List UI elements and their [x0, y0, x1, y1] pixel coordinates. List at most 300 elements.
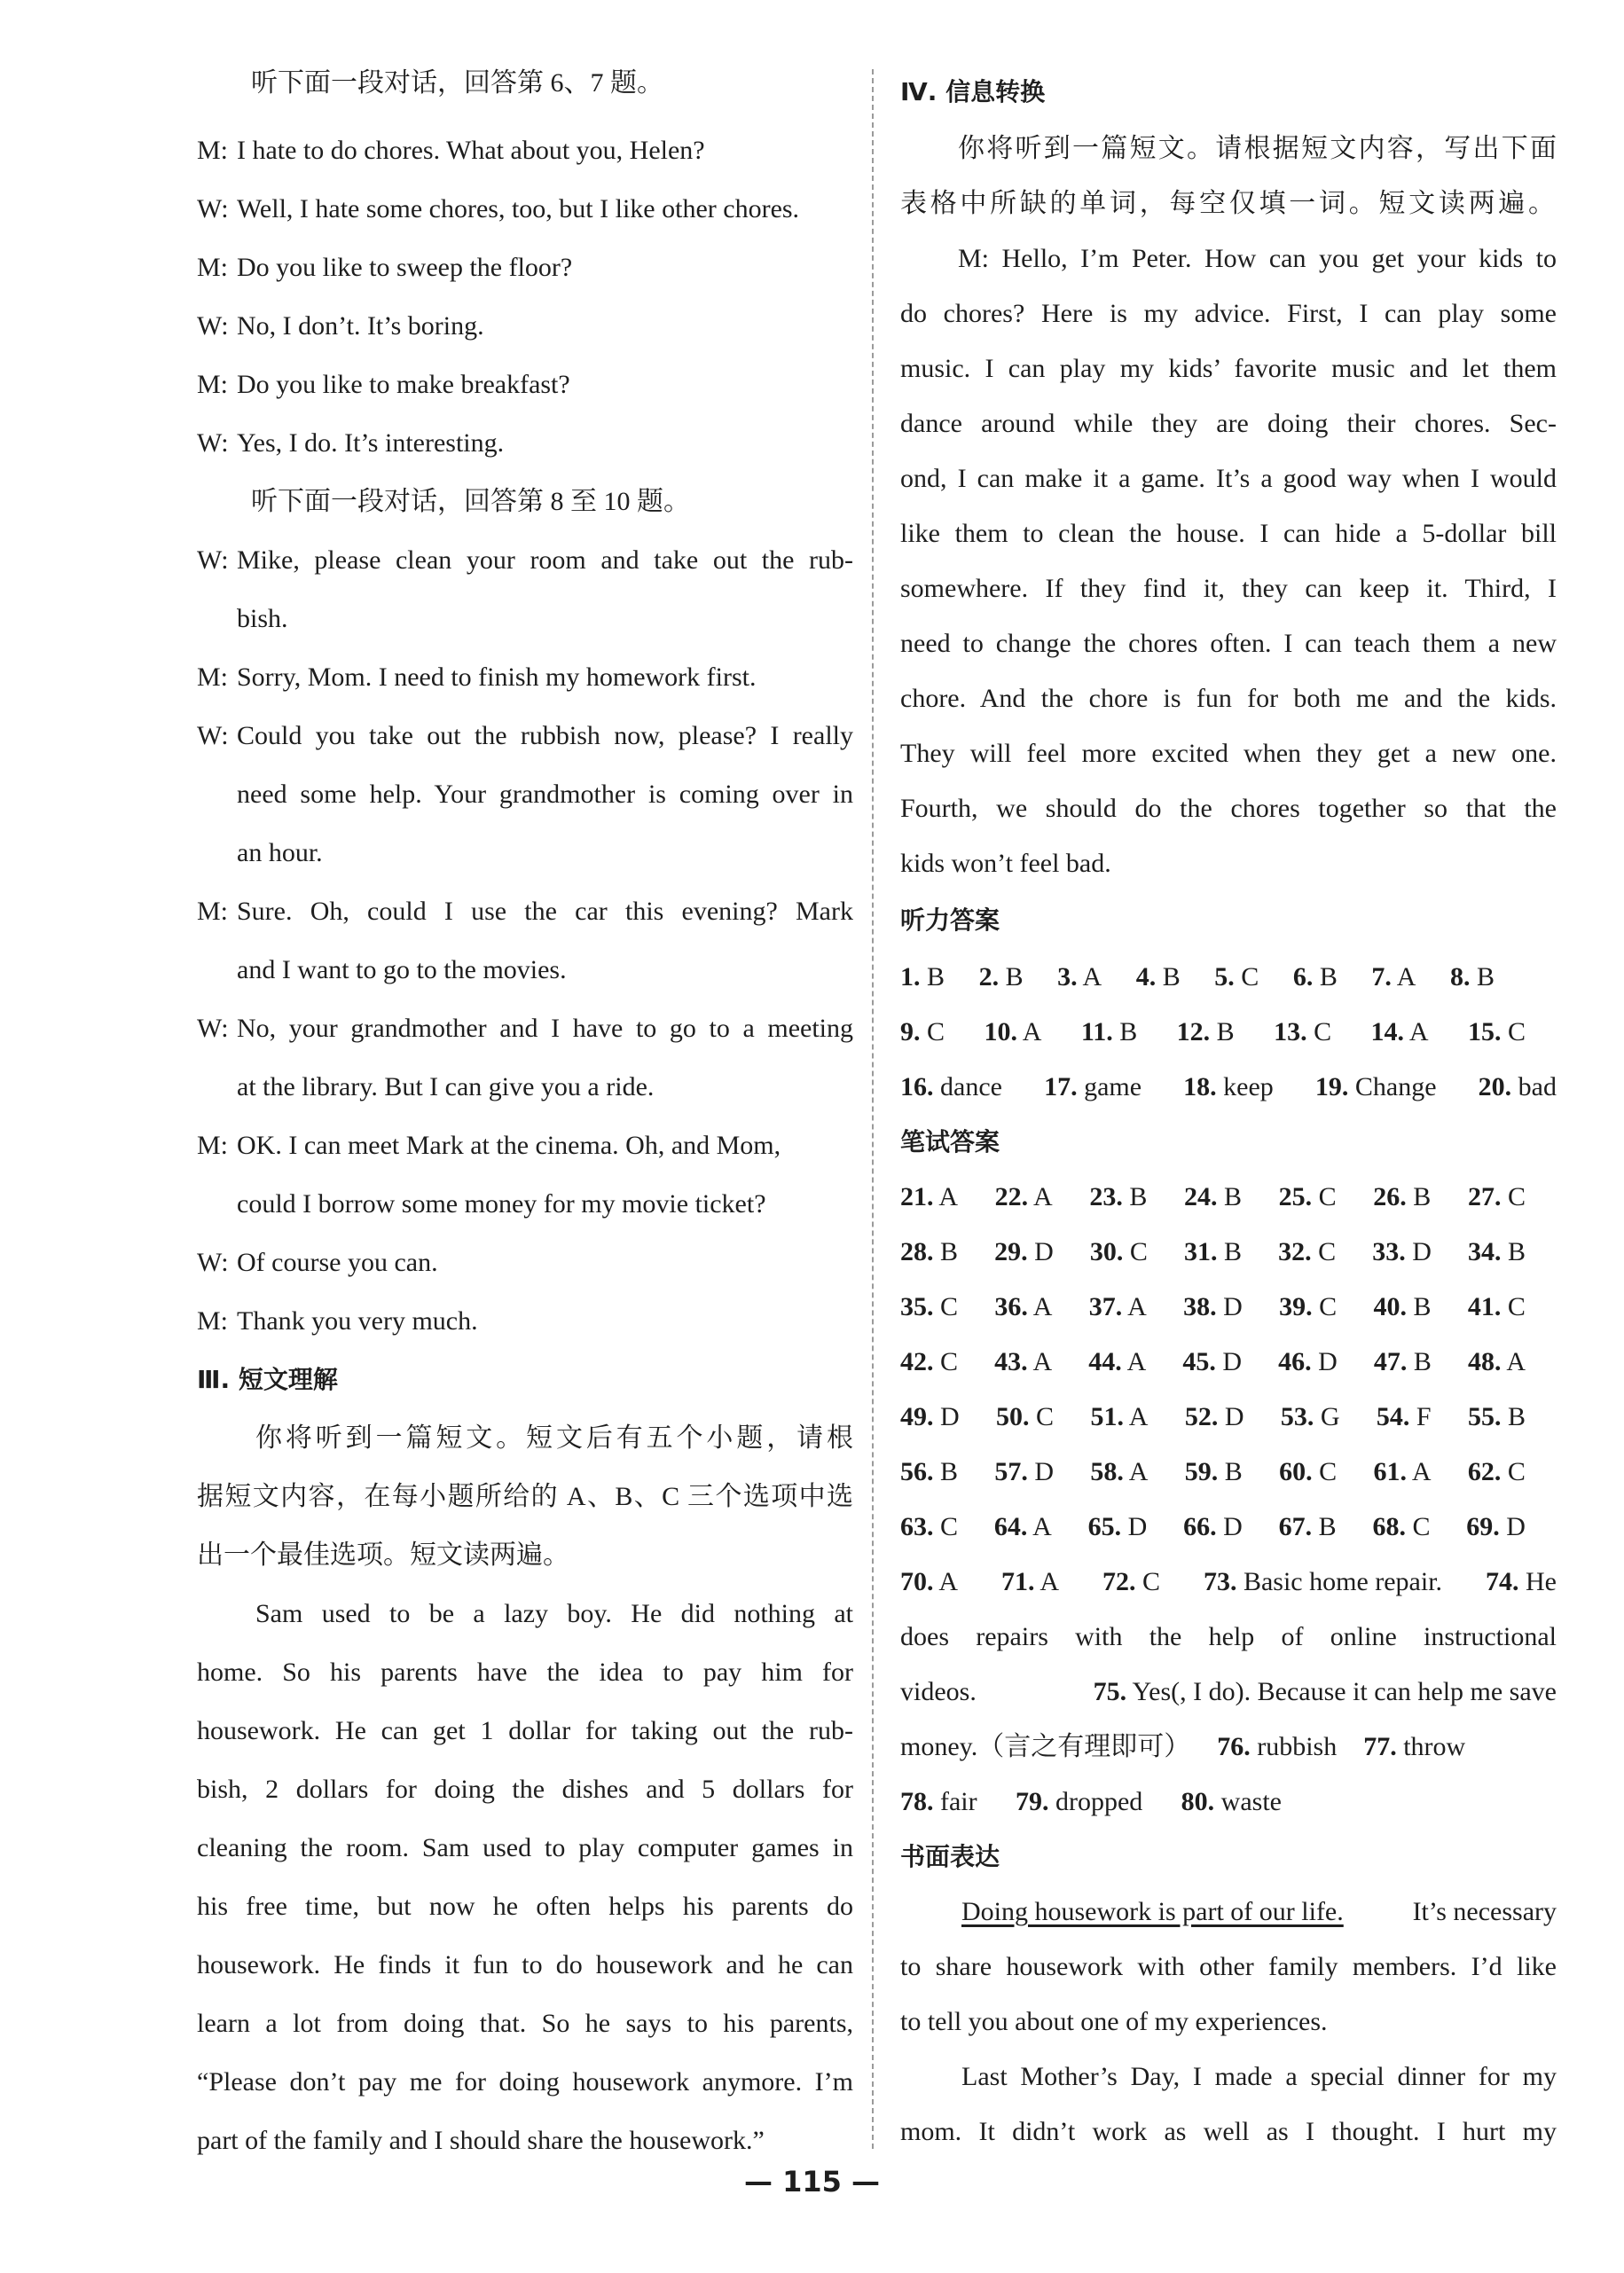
answer-item [900, 1234, 958, 1270]
answer-item [1181, 1784, 1282, 1820]
answer-value: A [1077, 962, 1102, 991]
answer-item [900, 1619, 1557, 1655]
answer-value: B [1406, 1182, 1432, 1211]
question-number: 48. [1467, 1347, 1502, 1376]
answer-value: D [1121, 1512, 1148, 1541]
answer-item [900, 1784, 977, 1820]
speaker-label: W: [197, 1014, 229, 1043]
question-number: 28. [900, 1237, 934, 1266]
question-number: 70. [900, 1567, 934, 1596]
answer-item [1016, 1784, 1142, 1820]
instruction-line: 你将听到一篇短文。请根据短文内容，写出下面 [958, 134, 1557, 163]
answer-value: does repairs with the help of online instructional [900, 1622, 1557, 1651]
passage-line: chore. And the chore is fun for both me and the kids. [900, 684, 1557, 713]
speaker-label: W: [197, 721, 229, 750]
answer-item [1044, 1070, 1142, 1105]
answer-item [1279, 1454, 1337, 1490]
answer-item [900, 1399, 960, 1435]
answer-value: C [1135, 1567, 1160, 1596]
answer-value: B [1218, 1457, 1243, 1486]
passage-line: dance around while they are doing their chores. Sec- [900, 409, 1557, 438]
speaker-label: W: [197, 428, 229, 458]
answer-value: C [933, 1292, 959, 1321]
question-number: 62. [1467, 1457, 1502, 1486]
answer-value: D [1218, 1402, 1244, 1431]
dialog-text: at the library. But I can give you a ride. [237, 1072, 655, 1101]
answer-item [1468, 1454, 1526, 1490]
dialog-line [197, 250, 572, 286]
question-number: 10. [984, 1017, 1017, 1046]
dialog-text: Well, I hate some chores, too, but I like other chores. [237, 194, 800, 223]
answer-item [900, 1454, 958, 1490]
dialog-text: OK. I can meet Mark at the cinema. Oh, and Mom, [237, 1131, 781, 1160]
answer-value: bad [1511, 1072, 1557, 1101]
answer-value: B [933, 1457, 959, 1486]
answer-item [1468, 1180, 1526, 1215]
question-number: 78. [900, 1787, 934, 1816]
answer-value: B [1217, 1182, 1242, 1211]
answer-item [1374, 1454, 1432, 1490]
answer-row [900, 1729, 1557, 1765]
answer-item [1090, 1399, 1148, 1435]
dialog-line [197, 952, 567, 988]
dialog-text: and I want to go to the movies. [237, 955, 567, 984]
passage-line: need to change the chores often. I can teach them a new [900, 629, 1557, 658]
answer-item [1450, 960, 1495, 995]
dialog-line [197, 426, 504, 461]
answer-value: He [1518, 1567, 1557, 1596]
passage-line: They will feel more excited when they get a new one. [900, 739, 1557, 768]
answers-heading: 笔试答案 [900, 1127, 1000, 1156]
answer-value: fair [933, 1787, 977, 1816]
dialog-line [197, 1070, 654, 1105]
question-number: 57. [994, 1457, 1028, 1486]
passage-line: Sam used to be a lazy boy. He did nothing at [255, 1599, 853, 1628]
question-number: 74. [1486, 1567, 1519, 1596]
dialog-text: an hour. [237, 838, 323, 867]
passage-line: music. I can play my kids’ favorite music and let them [900, 354, 1557, 383]
answer-value: dropped [1048, 1787, 1143, 1816]
answer-value: C [1501, 1182, 1526, 1211]
answer-item [1136, 960, 1181, 995]
passage-line: “Please don’t pay me for doing housework anymore. I’m [197, 2067, 853, 2097]
dialog-text: No, I don’t. It’s boring. [237, 311, 484, 341]
answer-value: D [933, 1402, 960, 1431]
answer-value: money.（言之有理即可） [900, 1732, 1191, 1761]
dialog-text: Do you like to sweep the floor? [237, 253, 573, 282]
answer-item [900, 1344, 958, 1380]
answer-value: Yes(, I do). Because it can help me save [1126, 1677, 1557, 1706]
dialog-text: need some help. Your grandmother is coming over in [237, 780, 853, 809]
answer-row [900, 1344, 1526, 1380]
passage-line: learn a lot from doing that. So he says to his parents, [197, 2009, 853, 2038]
question-number: 11. [1080, 1017, 1113, 1046]
answer-value: B [1407, 1292, 1432, 1321]
section-heading: Ⅳ. 信息转换 [900, 77, 1046, 106]
answer-value: C [1311, 1237, 1337, 1266]
answer-item [995, 1180, 1053, 1215]
answer-value: D [1216, 1512, 1243, 1541]
answer-value: C [1312, 1292, 1338, 1321]
question-number: 37. [1088, 1292, 1123, 1321]
answer-row [900, 1180, 1526, 1215]
answer-value: Change [1348, 1072, 1437, 1101]
question-number: 63. [900, 1512, 934, 1541]
question-number: 3. [1057, 962, 1078, 991]
answer-value: D [1405, 1237, 1432, 1266]
answer-item [1371, 1015, 1429, 1050]
answer-row [900, 1399, 1526, 1435]
essay-line [961, 1894, 1557, 1930]
answer-value: C [1501, 1017, 1526, 1046]
speaker-label: M: [197, 370, 229, 399]
dialog-text: Could you take out the rubbish now, please? I really [237, 721, 853, 750]
answer-value: C [1501, 1457, 1526, 1486]
answer-value: D [1499, 1512, 1526, 1541]
answer-item [1374, 1344, 1432, 1380]
speaker-label: W: [197, 311, 229, 341]
answer-item [994, 1509, 1052, 1545]
question-number: 6. [1292, 962, 1314, 991]
passage-line: do chores? Here is my advice. First, I can play some [900, 299, 1557, 328]
answer-item [1468, 1344, 1526, 1380]
passage-line: somewhere. If they find it, they can keep it. Third, I [900, 574, 1557, 603]
question-number: 56. [900, 1457, 934, 1486]
answer-item [1293, 960, 1338, 995]
section-heading: Ⅲ. 短文理解 [197, 1365, 338, 1394]
dialog-intro: 听下面一段对话，回答第 8 至 10 题。 [251, 487, 690, 516]
answer-item [900, 1015, 945, 1050]
question-number: 21. [900, 1182, 934, 1211]
answer-item [1184, 1234, 1242, 1270]
answer-item [1088, 1509, 1148, 1545]
question-number: 2. [978, 962, 1000, 991]
question-number: 24. [1183, 1182, 1218, 1211]
question-number: 52. [1184, 1402, 1219, 1431]
answer-item [1278, 1234, 1336, 1270]
answer-item [994, 1289, 1052, 1325]
passage-line: part of the family and I should share the housework.” [197, 2126, 765, 2155]
question-number: 38. [1183, 1292, 1217, 1321]
question-number: 42. [900, 1347, 934, 1376]
answer-value: B [1122, 1182, 1148, 1211]
answer-item [900, 1674, 977, 1710]
answer-item [994, 1344, 1052, 1380]
answer-value: B [1112, 1017, 1138, 1046]
dialog-text: Sorry, Mom. I need to finish my homework first. [237, 662, 757, 692]
question-number: 49. [900, 1402, 934, 1431]
answer-value: A [1034, 1567, 1059, 1596]
question-number: 27. [1467, 1182, 1502, 1211]
answer-value: dance [933, 1072, 1002, 1101]
answer-item [1089, 1180, 1147, 1215]
answer-value: C [1123, 1237, 1148, 1266]
answer-row [900, 1509, 1526, 1545]
answer-value: C [1312, 1182, 1337, 1211]
dialog-line [197, 660, 756, 695]
passage-line: housework. He finds it fun to do housework and he can [197, 1950, 853, 1979]
answer-value: B [1217, 1237, 1242, 1266]
passage-line: ond, I can make it a game. It’s a good way when I would [900, 464, 1557, 493]
dialog-line [197, 543, 853, 578]
answer-item [1468, 1015, 1526, 1050]
answer-item [1090, 1454, 1148, 1490]
answer-value: B [1470, 962, 1495, 991]
dialog-text: could I borrow some money for my movie ticket? [237, 1189, 766, 1219]
answer-row [900, 1015, 1526, 1050]
answer-value: A [933, 1567, 959, 1596]
dialog-line [197, 1187, 766, 1222]
answer-value: A [1501, 1347, 1526, 1376]
dialog-line [197, 835, 323, 871]
answer-item [1088, 1344, 1146, 1380]
question-number: 60. [1279, 1457, 1313, 1486]
passage-line: M: Hello, I’m Peter. How can you get your kids to [958, 244, 1557, 273]
question-number: 61. [1373, 1457, 1408, 1486]
question-number: 30. [1089, 1237, 1124, 1266]
answer-value: C [933, 1347, 959, 1376]
answer-item [1177, 1015, 1235, 1050]
speaker-label: W: [197, 1248, 229, 1277]
dialog-line [197, 1011, 853, 1046]
passage-line: his free time, but now he often helps his parents do [197, 1892, 853, 1921]
dialog-text: Mike, please clean your room and take out the rub- [237, 545, 853, 575]
answer-value: B [1501, 1237, 1526, 1266]
column-divider [872, 69, 874, 2149]
question-number: 8. [1449, 962, 1471, 991]
dialog-line [197, 133, 705, 169]
answer-item [900, 960, 945, 995]
answer-item [1363, 1729, 1465, 1765]
answer-row [900, 1564, 1557, 1600]
question-number: 40. [1373, 1292, 1408, 1321]
answer-value: D [1027, 1457, 1055, 1486]
instruction-line: 表格中所缺的单词，每空仅填一词。短文读两遍。 [900, 189, 1555, 218]
passage-line: bish, 2 dollars for doing the dishes and 5 dollars for [197, 1775, 853, 1804]
question-number: 66. [1183, 1512, 1217, 1541]
question-number: 22. [994, 1182, 1029, 1211]
writing-heading: 书面表达 [900, 1842, 1000, 1871]
dialog-line [197, 718, 853, 754]
answer-item [1468, 1289, 1526, 1325]
answer-item [900, 1070, 1002, 1105]
answer-value: C [1306, 1017, 1332, 1046]
question-number: 58. [1090, 1457, 1124, 1486]
answer-value: A [1407, 1457, 1432, 1486]
instruction-line: 据短文内容，在每小题所给的 A、B、C 三个选项中选 [197, 1482, 853, 1511]
dialog-line [197, 309, 484, 344]
dialog-text: Sure. Oh, could I use the car this evening? Mark [237, 897, 853, 926]
question-number: 1. [900, 962, 921, 991]
answer-value: C [1234, 962, 1259, 991]
question-number: 19. [1314, 1072, 1349, 1101]
question-number: 33. [1372, 1237, 1406, 1266]
answer-value: C [920, 1017, 945, 1046]
answer-value: C [1405, 1512, 1431, 1541]
speaker-label: M: [197, 253, 229, 282]
answer-item [1182, 1344, 1242, 1380]
question-number: 44. [1088, 1347, 1122, 1376]
dialog-line [197, 367, 570, 403]
dialog-text: Yes, I do. It’s interesting. [237, 428, 505, 458]
answer-value: A [1028, 1182, 1053, 1211]
answer-item [1081, 1015, 1137, 1050]
answer-item [1089, 1289, 1147, 1325]
answer-item [900, 1289, 958, 1325]
dialog-line [197, 1304, 478, 1339]
question-number: 13. [1274, 1017, 1307, 1046]
answer-item [994, 1234, 1054, 1270]
dialog-text: Thank you very much. [237, 1306, 478, 1336]
answer-value: B [1312, 1512, 1337, 1541]
answer-value: B [1407, 1347, 1432, 1376]
answer-item [1184, 1180, 1242, 1215]
answer-value: D [1216, 1292, 1243, 1321]
answer-value: throw [1396, 1732, 1466, 1761]
dialog-line [197, 1245, 438, 1281]
question-number: 59. [1184, 1457, 1219, 1486]
answer-item [1057, 960, 1102, 995]
answer-item [1279, 1289, 1337, 1325]
answer-item [1204, 1564, 1442, 1600]
passage-line: cleaning the room. Sam used to play computer games in [197, 1833, 853, 1862]
answer-value: A [1123, 1457, 1149, 1486]
answer-item [900, 1180, 958, 1215]
question-number: 53. [1280, 1402, 1314, 1431]
question-number: 68. [1372, 1512, 1406, 1541]
essay-line: to share housework with other family members. I’d like [900, 1952, 1557, 1981]
dialog-line [197, 1128, 781, 1164]
answer-item [1468, 1234, 1526, 1270]
dialog-text: bish. [237, 604, 288, 633]
question-number: 69. [1466, 1512, 1500, 1541]
answer-item [1373, 1180, 1431, 1215]
question-number: 45. [1182, 1347, 1216, 1376]
question-number: 55. [1467, 1402, 1502, 1431]
answer-value: waste [1214, 1787, 1282, 1816]
speaker-label: M: [197, 136, 229, 165]
answer-item [1278, 1344, 1338, 1380]
answer-item [1371, 960, 1416, 995]
passage-line: kids won’t feel bad. [900, 849, 1111, 878]
answer-value: A [933, 1182, 959, 1211]
answer-item [1217, 1729, 1337, 1765]
answer-value: B [999, 962, 1024, 991]
answer-value: G [1314, 1402, 1340, 1431]
answer-item [1479, 1070, 1557, 1105]
answers-heading: 听力答案 [900, 905, 1000, 935]
answer-item [1274, 1015, 1331, 1050]
passage-line: housework. He can get 1 dollar for taking out the rub- [197, 1716, 853, 1745]
question-number: 67. [1278, 1512, 1313, 1541]
question-number: 34. [1467, 1237, 1502, 1266]
answer-value: B [1156, 962, 1181, 991]
question-number: 16. [900, 1072, 934, 1101]
speaker-label: M: [197, 897, 229, 926]
dialog-line [197, 601, 288, 637]
answer-row [900, 1784, 1282, 1820]
answer-value: game [1077, 1072, 1142, 1101]
answer-value: C [1501, 1292, 1526, 1321]
answer-value: D [1027, 1237, 1054, 1266]
speaker-label: M: [197, 1306, 229, 1336]
speaker-label: M: [197, 662, 229, 692]
answer-value: B [1210, 1017, 1235, 1046]
question-number: 12. [1176, 1017, 1211, 1046]
passage-line: Fourth, we should do the chores together so that the [900, 794, 1557, 823]
answer-row [900, 1289, 1526, 1325]
answer-row [900, 1234, 1526, 1270]
answer-item [900, 1564, 958, 1600]
answer-value: C [933, 1512, 959, 1541]
instruction-line: 出一个最佳选项。短文读两遍。 [197, 1540, 569, 1570]
dialog-line [197, 777, 853, 812]
question-number: 43. [994, 1347, 1028, 1376]
question-number: 35. [900, 1292, 934, 1321]
answer-item [1094, 1674, 1557, 1710]
answer-value: A [1122, 1292, 1147, 1321]
essay-text: It’s necessary [1412, 1897, 1557, 1926]
dialog-text: I hate to do chores. What about you, Helen? [237, 136, 705, 165]
topic-sentence: Doing housework is part of our life. [961, 1897, 1344, 1926]
answer-value: B [920, 962, 945, 991]
essay-line: mom. It didn’t work as well as I thought. I hurt my [900, 2117, 1557, 2146]
question-number: 51. [1090, 1402, 1124, 1431]
answer-item [1279, 1509, 1337, 1545]
question-number: 15. [1467, 1017, 1502, 1046]
question-number: 72. [1102, 1567, 1136, 1596]
answer-value: A [1027, 1512, 1052, 1541]
answer-value: Basic home repair. [1236, 1567, 1443, 1596]
answer-value: C [1312, 1457, 1338, 1486]
answer-item [1183, 1289, 1243, 1325]
question-number: 46. [1278, 1347, 1312, 1376]
answer-item [1279, 1180, 1337, 1215]
question-number: 75. [1093, 1677, 1127, 1706]
answer-item [994, 1454, 1054, 1490]
answer-value: videos. [900, 1677, 977, 1706]
instruction-line: 你将听到一篇短文。短文后有五个小题，请根 [255, 1423, 853, 1453]
question-number: 73. [1203, 1567, 1237, 1596]
essay-line: to tell you about one of my experiences. [900, 2007, 1328, 2036]
answer-row [900, 1070, 1557, 1105]
question-number: 32. [1278, 1237, 1312, 1266]
question-number: 77. [1363, 1732, 1397, 1761]
answer-value: A [1027, 1347, 1053, 1376]
question-number: 17. [1044, 1072, 1078, 1101]
answer-item [1486, 1564, 1557, 1600]
question-number: 71. [1000, 1567, 1035, 1596]
answer-value: A [1016, 1017, 1042, 1046]
answer-item [1185, 1399, 1244, 1435]
dialog-text: Of course you can. [237, 1248, 438, 1277]
answer-value: A [1404, 1017, 1429, 1046]
answer-item [1183, 1509, 1243, 1545]
essay-line: Last Mother’s Day, I made a special dinner for my [961, 2062, 1557, 2091]
answer-value: A [1391, 962, 1416, 991]
question-number: 20. [1478, 1072, 1512, 1101]
question-number: 14. [1370, 1017, 1405, 1046]
answer-item [1102, 1564, 1160, 1600]
speaker-label: W: [197, 194, 229, 223]
answer-item [1372, 1509, 1430, 1545]
answer-value: B [1313, 962, 1338, 991]
question-number: 65. [1087, 1512, 1122, 1541]
answer-row [900, 1619, 1557, 1655]
question-number: 23. [1089, 1182, 1123, 1211]
answer-value: A [1121, 1347, 1147, 1376]
question-number: 80. [1181, 1787, 1215, 1816]
